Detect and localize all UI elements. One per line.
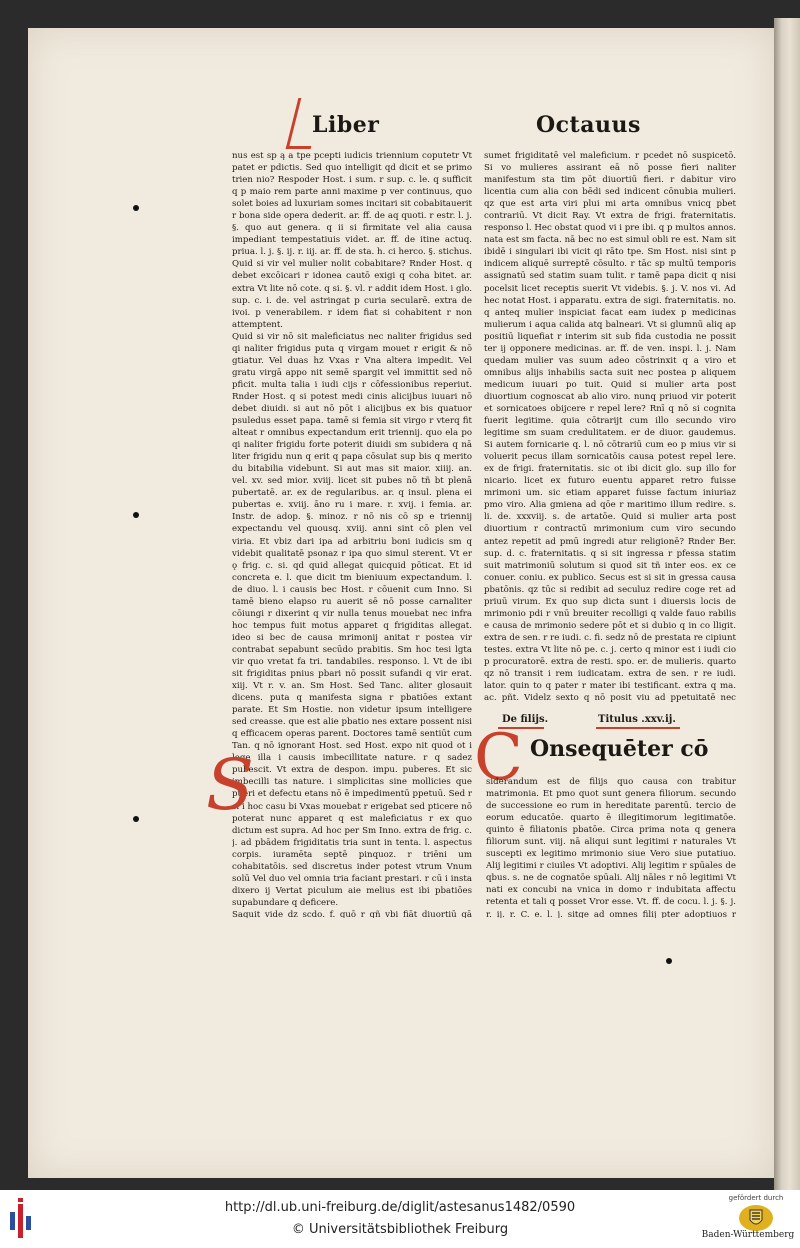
paragraph: nus est sp ą a tpe pcepti iudicis triennium coputetr Vt patet er pdictis. Sed quo intelligit qd dicit et se primo trien nio? Respoder Host. i sum. r sup. c. le. q sufficit q p maio rem parte anni maxime p ver continuus, quo solet boies ad luxuriam somes incitari sit cobabitauerit r bona side opera dederit. ar. ff. de aq quoti. r estr. l. j. §. quo aut genera. q ii si firmitate vel alia causa impediant tempestatiuis videt. ar. ff. de itine actuq. priua. l. j. §. ij. r. iij. ar. ff. de sta. h. ci herco. §. stichus. Quid si vir vel mulier nolit cobabitare? Rnder Host. q debet excōicari r idonea cautō exigi q coha bitet. ar. extra Vt lite nō cote. q si. §. vl. r addit idem Host. i glo. sup. c. i. de. vel astringat p curia secularē. extra de ivoi. p venerabilem. r idem fiat si cohabitent r non attemptent. — [232, 151, 472, 330]
region-label: Baden-Württemberg — [701, 1230, 795, 1240]
footer-bar — [0, 1190, 800, 1248]
margin-mark — [133, 512, 139, 518]
section-incipit: Onsequēter cō — [530, 736, 709, 762]
rubric-de-filiis: De filijs. — [502, 714, 549, 725]
margin-mark — [133, 816, 139, 822]
running-head-left: Liber — [312, 112, 380, 138]
page-edge — [774, 18, 800, 1190]
running-head-right: Octauus — [536, 112, 641, 138]
paragraph: Quid si vir nō sit maleficiatus nec naliter frigidus sed qi naliter frigidus puta q virgam mouet r erigit & nō gtiatur. Vel duas hz Vxas r Vna altera impedit. Vel gratu virgā appo nit semē spargit vel immittit sed nō pficit. multa talia i iudi cijs r cōfessionibus reperiut. Rnder Host. q si potest medi cinis alicijbus iuuari nō debet diuidi. si aut nō pōt i alicijbus ex bis quatuor psuledus esset papa. tamē si femia sit virgo r vterq fit alteat r omnibus expectandum erit triennij. quo ela po qi naliter frigidu forte poterit diuidi sm subidera q nā liter frigidu nun q erit q papa cōsulat sup bis q merito du bitabilia videbunt. Si aut mas sit maior. xiiij. an. vel. xv. sed mior. xviij. licet sit pubes nō tñ bt plenā pubertatē. ar. ex de regularibus. ar. q insul. plena ei pubertas e. xviij. āno ru i mare. r. xvij. i femia. ar. Instr. de adop. §. minoz. r nō nis cō sp e triennij expectandu vel quousq. xviij. anni sint cō plen vel viria. Et vbiz dari ipa ad arbitriu boni iudicis sm q videbit qualitatē psonaz r ipa quo simul sterent. Vt er ǫ frig. c. si. qd quid allegat quicquid pōticat. Et id concreta e. l. que dicit tm bieniuum expectandum. l. de diuo. l. i causis bec Host. r cōuenit cum Inno. Si tamē bieno elapso ru auerit sē nō posse carnaliter cōiungi r dixerint q vir nulla tenus mouebat nec infra hoc tempus fuit motus apparet q frigiditas allegat. ideo si bec de causa mrimonij anitat r postea vir contrabat sepabunt secūdo prabitis. Sm hoc tesi lgta vir quo vretat fa tri. tandabiles. responso. l. Vt de ibi sit frigiditas pnius pbari nō possit sufandi q vir erat. xiij. Vt r. v. an. Sm Host. Sed Tanc. aliter glosauit dicens. puta q manifesta signa r pbatiōes extant parate. Et Sm Hostie. non videtur ipsum intelligere sed creasse. que est alie pbatio nes extare possent nisi q efficacem operas parent. Doctores tamē sentiūt cum Tan. q nō ignorant Host. sed Host. expo nit quod ot i lege illa i causis imbecillitate nature. r q sadez pubescit. Vt extra de despon. impu. puberes. Et sic imbecilli tas nature. i simplicitas sine mollicies que pueri et defectu etans nō ē impedimentū ppetuū. Sed r si i hoc casu bi Vxas mouebat r erigebat sed pticere nō poterat nunc apparet q est maleficiatus r ex quo dictum est supra. Ad hoc per Sm Inno. extra de frig. c. j. ad pbādem frigiditatis tria sunt in tenta. l. aspectus corpis. iuramēta septē pinquoz. r triēni um cohabitatōis. sed discretus inder potest vtrum Vnum solū Vel duo vel omnia tria faciant prestari. r cū i insta dixero ij Vertat piculum aie melius est ibi pbatiōes supabundare q deficere. — [232, 331, 472, 908]
text-column-right — [484, 150, 736, 704]
funded-by-label: gefördert durch — [728, 1194, 784, 1202]
red-initial-c: C — [474, 721, 523, 795]
paragraph: Saquit vide dz scdo. f. quō r qñ vbi fiāt diuortiū qā — [232, 909, 472, 918]
text-column-left — [232, 150, 472, 918]
permalink-url[interactable]: http://dl.ub.uni-freiburg.de/diglit/astesanus1482/0590 — [224, 1200, 576, 1215]
rubric-titulus: Titulus .xxv.ij. — [598, 714, 676, 725]
red-initial-s: S — [206, 744, 254, 826]
paragraph: sumet frigiditatē vel maleficium. r pcedet nō suspicetō. Si vo mulieres assirant eā nō posse fieri naliter manifestum sta tim pōt diuortiū fieri. r dabitur viro licentia cum alia con bēdi sed indicent cōnubia mulieri. qz que est arta viri plui mi arta omnibus vnicq pbet contrariū. Vt dicit Ray. Vt extra de frigi. fraternitatis. responso l. Hec obstat quod vi i pre ibi. q p multos annos. nata est sm facta. nā bec no est simul obli re est. Nam sit ibidē i singulari ibi vicit qi rāto tpe. Sm Host. nisi sint p indicem aliquē surreptē cōsulto. r tāc sp multū temporis assignatū sed statim suam tulit. r tamē papa dicit q nisi pocelsit licet receptis suerit Vt videbis. §. j. V. nos vi. Ad hec notat Host. i apparatu. extra de sigi. fraternitatis. no. q anteq mulier inspiciat facat eam iudex p medicinas mulierum i aqua calida atq balneari. Vt si glumnū aliq ap positiū liquefiat r interim sit sub fida custodia ne possit ter ij opponere medicinas. ar. ff. de ven. inspi. l. j. Nam quedam mulier vas suum adeo cōstrinxit q a viro et omnibus alijs inhabilis sacta suit nec postea p aliquem medicum iuuari po tuit. Quid si mulier arta post diuortium cognoscat ab alio viro. nunq priuod vir poterit et sornicatoes obijcere r repel lere? Rnī q nō si cognita fuerit legitime. quia cōtrarijt cum illo secundo viro legitime sm suam credulitatem. er de diuor. gaudemus. Si autem fornicarie q. l. nō cōtrariū cum eo p mius vir si voluerit pecus illam sornicatōis causa potest repel lere. ex de frigi. fraternitatis. sic ot ibi dicit glo. sup illo for nicario. licet ex futuro euentu apparet retro fuisse mrimoni um. sic etiam apparet fuisse factum iniuriaz pmo viro. Alia gmiena ad qōe r maritimo illum redire. s. li. de. xxxviij. s. de artatōe. Quid si mulier arta post diuortium r contractū mrimonium cum viro secundo antez repetit ad pmū ingredi atur religionē? Rnder Ber. sup. d. c. fraternitatis. q si sit ingressa r pfessa statim suit matrimoniū solutum si quod sit tñ inter eos. ex ce conuer. coniu. ex publico. Secus est si sit in gressa causa pbatōnis. qz tūc si redibit ad seculuz redire coge ret ad priuū virum. Ex quo sup dicta sunt i diuersis locis de mrimonio pdi r vnū breuiter recolligi q valde fauo rabilis e causa de mrimonio sedere pōt et si dubio q in co lligit. extra de sen. r re iudi. c. fi. sedz nō de prestata re cipiunt testes. extra Vt lite nō pe. c. j. certo q minor est i iudi cio p procuratorē. extra de resti. spo. er. de mulieris. quarto qz nō transit i rem iudicatam. extra de sen. r re iudi. lator. quin to q pater r mater ibi testificant. extra q ma. ac. pñt. Videlz sexto q nō posit viu ad ppetuitatē nec — [484, 151, 736, 704]
text-column-right-continued — [486, 776, 736, 918]
state-crest-icon — [738, 1204, 774, 1232]
margin-mark — [666, 958, 672, 964]
margin-mark — [133, 205, 139, 211]
copyright-notice: © Universitätsbibliothek Freiburg — [291, 1222, 509, 1237]
rubric-underline — [596, 727, 680, 729]
paragraph: siderandum est de filijs quo causa con trabitur matrimonia. Et pmo quot sunt genera filiorum. secundo de successione eo rum in hereditate parentū. tercio de eorum educatōe. quarto ē illegitimorum legitimatōe. quinto ē filiatonis pbatōe. Circa prima nota q genera filiorum sunt. viij. nā aliqui sunt legitimi r naturales Vt suscepti ex legitimo mrimonio siue Vero siue putatiuo. Alij legitimi r ciuiles Vt adoptivi. Alij legitim r spūales de qbus. s. ne de cognatōe spūali. Alij nāles r nō legitimi Vt nati ex concubi na vnica in domo r indubitata affectu retenta et tali q posset Vror esse. Vt. ff. de cocu. l. j. §. j. r. ij. r. C. e. l. j. sitge ad omnes filij pter adoptiuos r — [486, 777, 736, 918]
